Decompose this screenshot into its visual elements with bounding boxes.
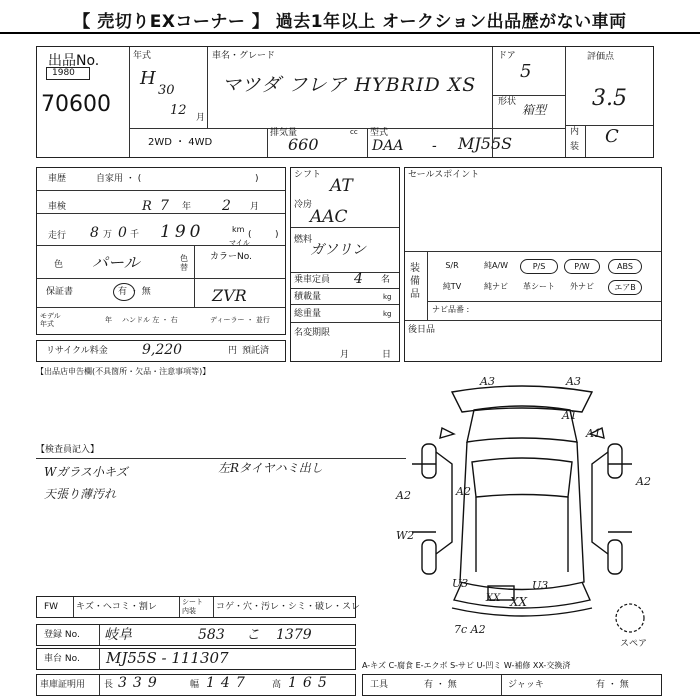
jack-value: 有 ・ 無 [596, 680, 629, 690]
inspection-label: 車検 [48, 202, 67, 212]
mark-7c-a2: 7c A2 [454, 623, 486, 636]
mark-u3-left: U3 [452, 577, 469, 590]
cert-width: 147 [206, 675, 251, 691]
equipment-label: 装備品 [410, 263, 420, 300]
shift-value: AT [330, 176, 353, 196]
capacity-unit: 名 [381, 275, 391, 285]
colorno-label: カラーNo. [210, 252, 252, 262]
type-code-prefix: DAA [372, 138, 404, 154]
cert-length: 339 [118, 675, 163, 691]
seat-text: コゲ・穴・汚レ・シミ・破レ・スレ [216, 602, 361, 612]
seat-label-1: シート [182, 598, 203, 606]
inspection-year-unit: 年 [182, 202, 192, 212]
history-value: 自家用 ・ ( [96, 174, 142, 184]
interior-value: C [605, 126, 619, 147]
inspector-note-1: Wガラス小キズ [44, 465, 128, 479]
mileage-d1: 8 [90, 225, 99, 241]
equipment-item: S/R [445, 261, 459, 270]
mileage-close: ) [275, 230, 279, 240]
cert-height: 165 [288, 675, 333, 691]
color-label: 色 [54, 260, 64, 270]
mileage-unit-km: km [232, 225, 245, 234]
aircon-value: AAC [310, 207, 348, 227]
load-label: 積載量 [294, 292, 322, 302]
mark-a2-center: A2 [456, 485, 471, 498]
car-damage-diagram [392, 372, 662, 634]
score-label: 評価点 [587, 52, 615, 62]
navi-label: ナビ品番 : [432, 305, 470, 314]
color-change-label: 色替 [180, 254, 188, 272]
handle-side: ハンドル 左 ・ 右 [122, 316, 178, 324]
type-code-value: MJ55S [458, 134, 513, 153]
year-month-unit: 月 [196, 113, 206, 123]
mileage-d2: 0 [118, 225, 127, 241]
recycle-label: リサイクル料金 [46, 346, 108, 356]
inspection-month-unit: 月 [250, 202, 260, 212]
cert-label: 車庫証明用 [40, 680, 86, 690]
model-label: 車名・グレード [212, 51, 276, 61]
cert-width-label: 幅 [190, 680, 200, 690]
mark-xx-small: XX [486, 593, 501, 604]
damage-legend: A-キズ C-腐食 E-エクボ S-サビ U-凹ミ W-補修 XX-交換済 [362, 661, 571, 670]
mileage-label: 走行 [48, 231, 67, 241]
seller-notes-label: 【出品店申告欄(不具箇所・欠品・注意事項等)】 [36, 367, 211, 376]
equipment-item: 純ナビ [484, 282, 508, 291]
fuel-value: ガソリン [310, 242, 366, 258]
fw-label: FW [44, 602, 59, 612]
equipment-item: P/W [564, 259, 600, 274]
type-code-label: 型式 [370, 128, 389, 138]
inspection-year: 7 [160, 198, 169, 214]
displacement-value: 660 [288, 135, 319, 154]
registration-region: 岐阜 [104, 627, 132, 643]
score-value: 3.5 [592, 86, 627, 111]
recycle-deposit: 預託済 [242, 346, 270, 356]
seat-label-2: 内装 [182, 607, 196, 615]
mark-u3-right: U3 [532, 579, 549, 592]
color-value: パール [92, 253, 140, 272]
year-month: 12 [170, 103, 187, 118]
mileage-unit-mile: マイル [229, 239, 250, 247]
sales-point-label: セールスポイント [408, 170, 480, 180]
doors-label: ドア [498, 51, 516, 61]
registration-class: 583 [198, 627, 225, 643]
inspector-label: 【検査員記入】 [36, 445, 100, 455]
gross-unit: kg [383, 310, 392, 318]
capacity-value: 4 [354, 271, 363, 287]
warranty-value: 有 ・ 無 [118, 287, 151, 297]
equipment-item: エアB [608, 280, 642, 295]
shape-value: 箱型 [522, 103, 547, 117]
equipment-item: 外ナビ [570, 282, 594, 291]
inspection-month: 2 [222, 198, 231, 214]
inspector-note-2: 天張り薄汚れ [44, 487, 117, 501]
page-title: 【 売切りEXコーナー 】 過去1年以上 オークション出品歴がない車両 [73, 12, 627, 32]
warranty-label: 保証書 [46, 287, 74, 297]
mileage-u1: 万 [103, 230, 113, 240]
name-change-label: 名変期限 [294, 328, 331, 338]
doors-value: 5 [520, 61, 532, 82]
equipment-item: P/S [520, 259, 558, 274]
aircon-label: 冷房 [294, 200, 313, 210]
colorno-value: ZVR [212, 286, 247, 305]
year-era: H [140, 68, 156, 89]
model-year-label-1: モデル [40, 312, 61, 320]
dealer-type: ディーラー ・ 並行 [210, 316, 270, 324]
model-year-label-2: 年式 [40, 320, 54, 328]
recycle-unit: 円 [228, 346, 238, 356]
mark-a1-side: A1 [586, 427, 601, 440]
warranty-circle [113, 283, 135, 301]
load-unit: kg [383, 293, 392, 301]
tools-value: 有 ・ 無 [424, 680, 457, 690]
interior-label-2: 装 [570, 142, 580, 152]
drive-type: 2WD ・ 4WD [148, 137, 213, 148]
spare-label: スペア [620, 639, 648, 649]
year-label: 年式 [133, 51, 152, 61]
cert-height-label: 高 [272, 680, 282, 690]
tools-label: 工具 [370, 680, 389, 690]
mark-a2-left: A2 [396, 489, 411, 502]
equipment-item: 純TV [442, 282, 462, 291]
model-year-year: 年 [105, 316, 112, 324]
equipment-item: 純A/W [483, 261, 509, 270]
fuel-label: 燃料 [294, 235, 313, 245]
mark-xx: XX [510, 595, 528, 609]
mark-a2-right: A2 [636, 475, 651, 488]
mark-a3-right: A3 [566, 375, 581, 388]
later-items-label: 後日品 [408, 325, 436, 335]
lot-sub-number: 1980 [52, 68, 75, 78]
mileage-d3: 190 [160, 222, 205, 242]
inspector-note-3: 左Rタイヤハミ出し [218, 461, 323, 475]
displacement-label: 排気量 [270, 128, 298, 138]
capacity-label: 乗車定員 [294, 275, 331, 285]
chassis-value: MJ55S - 111307 [106, 649, 229, 667]
interior-label-1: 内 [570, 127, 580, 137]
registration-kana: こ [246, 627, 260, 643]
name-change-day: 日 [382, 350, 392, 360]
equipment-item: 革シート [523, 282, 555, 291]
mark-a3-left: A3 [480, 375, 495, 388]
lot-number: 70600 [41, 92, 111, 117]
fw-text: キズ・ヘコミ・割レ [76, 602, 157, 612]
year-value: 30 [158, 83, 175, 98]
chassis-label: 車台 No. [44, 654, 80, 664]
mileage-u2: 千 [130, 230, 140, 240]
registration-number: 1379 [276, 627, 312, 643]
shape-label: 形状 [498, 97, 517, 107]
inspection-era: R [142, 199, 152, 214]
name-change-month: 月 [340, 350, 350, 360]
gross-label: 総重量 [294, 309, 322, 319]
mark-w2: W2 [396, 529, 415, 542]
displacement-unit: cc [350, 128, 358, 136]
shift-label: シフト [294, 170, 322, 180]
vehicle-summary-box [36, 46, 654, 158]
title-bar [0, 0, 700, 34]
lot-label: 出品No. [48, 53, 100, 69]
recycle-value: 9,220 [142, 342, 183, 358]
mileage-open: ( [248, 230, 252, 240]
mark-a1-top: A1 [562, 409, 577, 422]
history-label: 車歴 [48, 174, 67, 184]
type-code-dash: - [432, 138, 437, 154]
model-value: マツダ フレア HYBRID XS [222, 74, 477, 96]
jack-label: ジャッキ [508, 680, 544, 690]
equipment-item: ABS [608, 259, 642, 274]
registration-label: 登録 No. [44, 630, 80, 640]
history-close: ) [255, 174, 259, 184]
cert-length-label: 長 [104, 680, 114, 690]
vehicle-details-box [36, 167, 286, 335]
